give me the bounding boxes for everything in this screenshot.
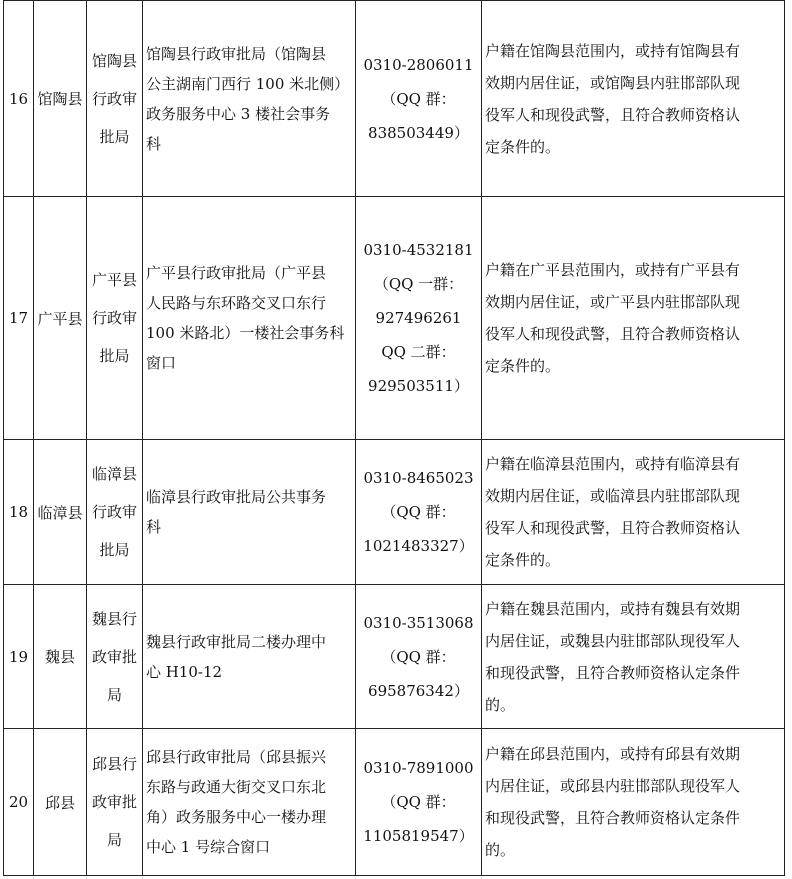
eligibility-condition	[482, 197, 785, 440]
address-line: 心 H10-12	[146, 662, 223, 681]
table-row	[4, 1, 785, 197]
agency-name	[87, 729, 143, 876]
agency-line: 批局	[99, 127, 130, 146]
address-line: 100 米路北）一楼社会事务科	[146, 324, 345, 342]
contact-line: （QQ 群：	[381, 793, 456, 811]
contact-line: 1021483327）	[363, 537, 474, 555]
table-row	[4, 197, 785, 440]
address-line: 广平县行政审批局（广平县	[146, 264, 327, 282]
condition-line: 效期内居住证，或广平县内驻邯部队现	[485, 293, 741, 311]
condition-line: 役军人和现役武警，且符合教师资格认	[485, 325, 741, 343]
condition-line: 的。	[485, 841, 516, 859]
condition-line: 户籍在广平县范围内，或持有广平县有	[485, 261, 741, 279]
address-line: 窗口	[146, 354, 177, 372]
contact-line: 0310-3513068	[363, 613, 474, 632]
office-address	[143, 729, 356, 876]
eligibility-condition	[482, 729, 785, 876]
row-number: 18	[4, 440, 34, 585]
office-address	[143, 440, 356, 585]
contact-line: （QQ 群：	[381, 89, 456, 108]
contact-info	[356, 440, 482, 585]
address-line: 东路与政通大街交叉口东北	[146, 778, 327, 796]
address-line: 人民路与东环路交叉口东行	[146, 294, 327, 312]
contact-line: 838503449）	[368, 123, 469, 142]
agency-line: 批局	[99, 347, 130, 365]
address-line: 馆陶县行政审批局（馆陶县	[146, 44, 327, 63]
condition-line: 和现役武警，且符合教师资格认定条件	[485, 809, 741, 827]
row-number: 20	[4, 729, 34, 876]
condition-line: 的。	[485, 695, 516, 714]
condition-line: 内居住证，或邱县内驻邯部队现役军人	[485, 777, 741, 795]
row-number: 16	[4, 1, 34, 197]
address-line: 临漳县行政审批局公共事务	[146, 488, 327, 506]
condition-line: 役军人和现役武警，且符合教师资格认	[485, 105, 741, 124]
agency-name	[87, 585, 143, 729]
address-line: 公主湖南门西行 100 米北侧）	[146, 74, 350, 93]
condition-line: 和现役武警，且符合教师资格认定条件	[485, 663, 741, 682]
table-row	[4, 585, 785, 729]
condition-line: 户籍在邱县范围内，或持有邱县有效期	[485, 745, 741, 763]
condition-line: 内居住证，或魏县内驻邯部队现役军人	[485, 631, 741, 650]
contact-line: QQ 二群：	[381, 343, 456, 361]
address-line: 科	[146, 134, 162, 153]
agency-line: 批局	[99, 541, 130, 559]
contact-line: 0310-8465023	[363, 469, 474, 487]
contact-line: 1105819547）	[363, 827, 474, 845]
agency-line: 行政审	[91, 309, 137, 327]
contact-line: 0310-2806011	[363, 55, 474, 74]
condition-line: 定条件的。	[485, 551, 561, 569]
office-address	[143, 197, 356, 440]
county-name: 魏县	[34, 585, 87, 729]
contact-line: （QQ 群：	[381, 647, 456, 666]
county-name: 馆陶县	[34, 1, 87, 197]
contact-info	[356, 197, 482, 440]
office-address	[143, 1, 356, 197]
office-address	[143, 585, 356, 729]
address-line: 政务服务中心 3 楼社会事务	[146, 104, 331, 123]
contact-line: （QQ 一群：	[373, 275, 464, 293]
contact-line: 0310-7891000	[363, 759, 474, 777]
agency-line: 行政审	[91, 89, 137, 108]
agency-line: 广平县	[91, 271, 137, 289]
address-line: 邱县行政审批局（邱县振兴	[146, 748, 327, 766]
address-line: 魏县行政审批局二楼办理中	[146, 632, 327, 651]
eligibility-condition	[482, 440, 785, 585]
contact-info	[356, 585, 482, 729]
condition-line: 定条件的。	[485, 357, 561, 375]
agency-line: 政审批	[91, 793, 137, 811]
contact-line: 927496261	[375, 309, 462, 327]
agency-name	[87, 1, 143, 197]
agency-name	[87, 440, 143, 585]
agency-line: 政审批	[91, 647, 137, 666]
county-name: 临漳县	[34, 440, 87, 585]
condition-line: 效期内居住证，或馆陶县内驻邯部队现	[485, 73, 741, 92]
agency-line: 邱县行	[91, 755, 137, 773]
agency-name	[87, 197, 143, 440]
condition-line: 户籍在临漳县范围内，或持有临漳县有	[485, 455, 741, 473]
contact-line: 695876342）	[368, 681, 469, 700]
agency-line: 馆陶县	[91, 51, 137, 70]
contact-info	[356, 1, 482, 197]
table-row	[4, 729, 785, 876]
agency-line: 局	[106, 685, 122, 704]
contact-info	[356, 729, 482, 876]
agency-line: 临漳县	[91, 465, 137, 483]
eligibility-condition	[482, 1, 785, 197]
address-line: 角）政务服务中心一楼办理	[146, 808, 327, 826]
contact-line: 929503511）	[368, 377, 469, 395]
county-name: 邱县	[34, 729, 87, 876]
condition-line: 户籍在馆陶县范围内，或持有馆陶县有	[485, 41, 741, 60]
row-number: 19	[4, 585, 34, 729]
condition-line: 户籍在魏县范围内，或持有魏县有效期	[485, 599, 741, 618]
condition-line: 定条件的。	[485, 137, 561, 156]
contact-line: （QQ 群：	[381, 503, 456, 521]
county-name: 广平县	[34, 197, 87, 440]
registration-table	[3, 0, 785, 876]
agency-line: 魏县行	[91, 609, 137, 628]
condition-line: 效期内居住证，或临漳县内驻邯部队现	[485, 487, 741, 505]
address-line: 科	[146, 518, 162, 536]
agency-line: 行政审	[91, 503, 137, 521]
table-row	[4, 440, 785, 585]
row-number: 17	[4, 197, 34, 440]
contact-line: 0310-4532181	[363, 241, 474, 259]
address-line: 中心 1 号综合窗口	[146, 838, 271, 856]
agency-line: 局	[106, 831, 122, 849]
eligibility-condition	[482, 585, 785, 729]
condition-line: 役军人和现役武警，且符合教师资格认	[485, 519, 741, 537]
